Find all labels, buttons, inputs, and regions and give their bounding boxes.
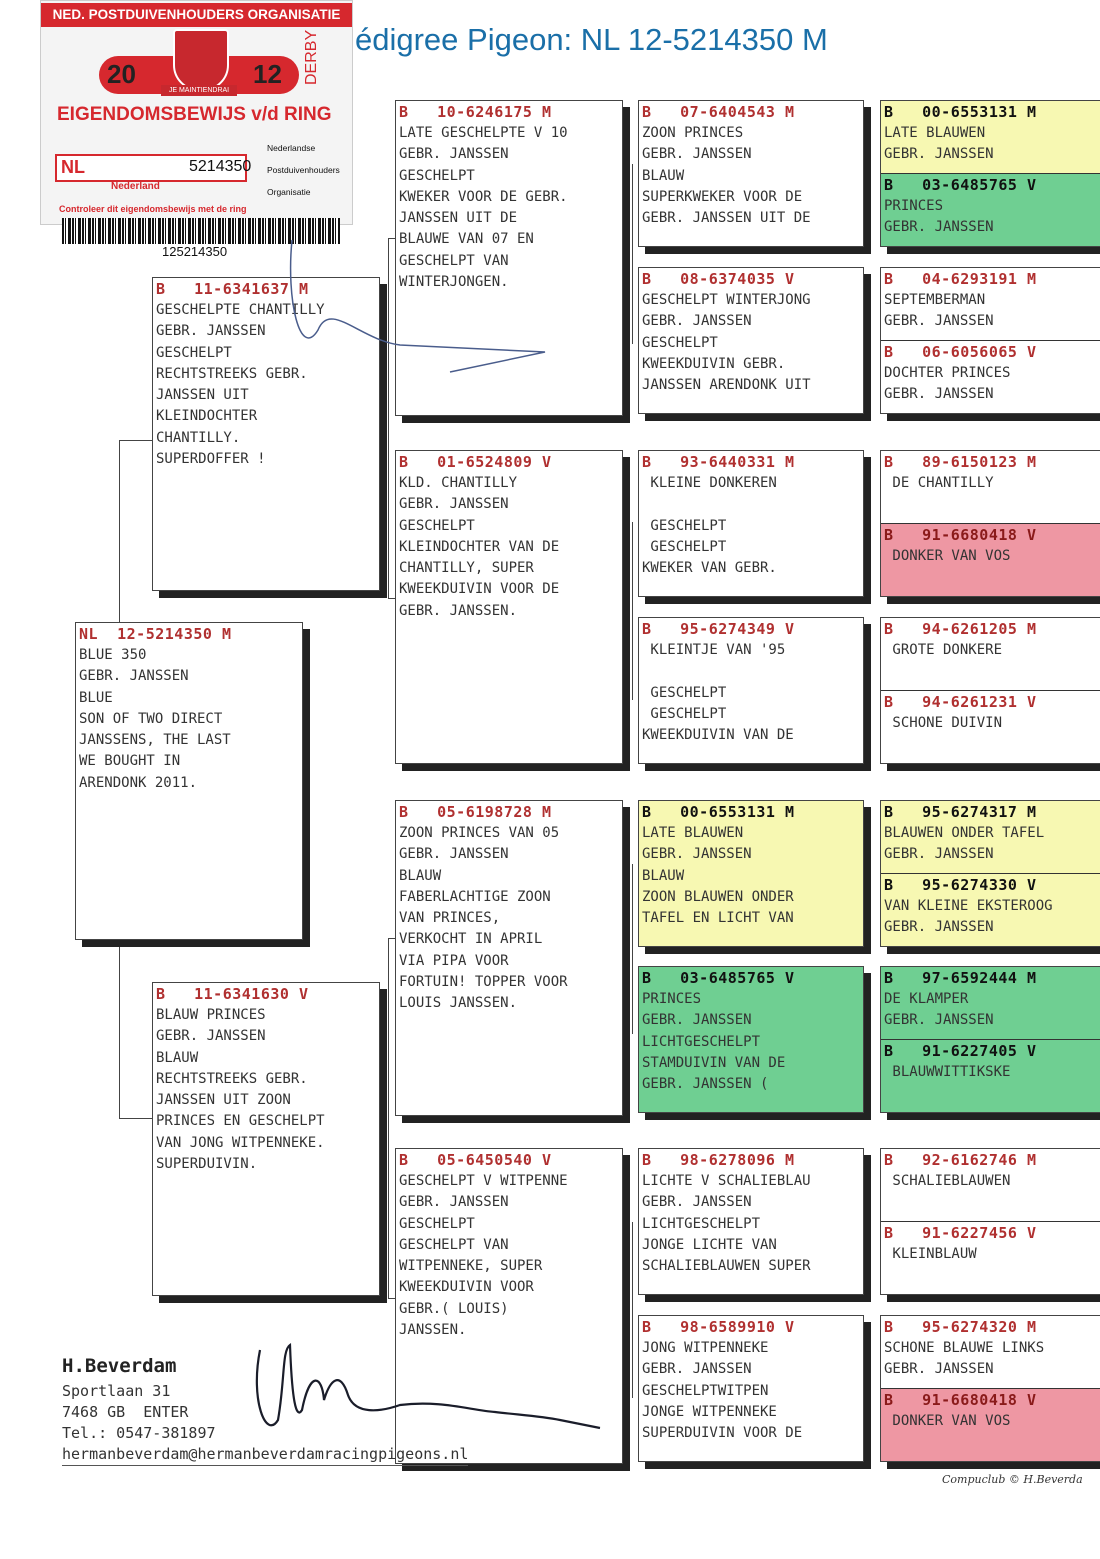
card-details: LATE BLAUWEN GEBR. JANSSEN bbox=[884, 125, 994, 163]
card-details: SCHONE DUIVIN bbox=[884, 715, 1003, 731]
stamp-year-right: 12 bbox=[253, 59, 282, 89]
card-details: LATE GESCHELPTE V 10 GEBR. JANSSEN GESCHELPT KWEKER VOOR DE GEBR. JANSSEN UIT DE BLAUWE VAN 07 EN GESCHELPT VAN WINTERJONGEN. bbox=[399, 125, 568, 291]
owner-address: Sportlaan 31 7468 GB ENTER Tel.: 0547-381897 bbox=[62, 1382, 216, 1442]
card-details: GESCHELPT WINTERJONG GEBR. JANSSEN GESCHELPT KWEEKDUIVIN GEBR. JANSSEN ARENDONK UIT bbox=[642, 292, 811, 394]
stamp-country: Nederland bbox=[111, 181, 160, 192]
card-details: LICHTE V SCHALIEBLAU GEBR. JANSSEN LICHTGESCHELPT JONGE LICHTE VAN SCHALIEBLAUWEN SUPER bbox=[642, 1173, 811, 1275]
stamp-ring-number: 5214350 bbox=[189, 158, 252, 175]
card-header: B 91-6680418 V bbox=[884, 1391, 1037, 1409]
card-header: NL 12-5214350 M bbox=[79, 625, 232, 643]
card-details: SCHALIEBLAUWEN bbox=[884, 1173, 1011, 1189]
card-details: JONG WITPENNEKE GEBR. JANSSEN GESCHELPTWITPEN JONGE WITPENNEKE SUPERDUIVIN VOOR DE bbox=[642, 1340, 803, 1442]
card-details: BLAUW PRINCES GEBR. JANSSEN BLAUW RECHTSTREEKS GEBR. JANSSEN UIT ZOON PRINCES EN GESCHELPT VAN JONG WITPENNEKE. SUPERDUIVIN. bbox=[156, 1007, 325, 1173]
card-header: B 10-6246175 M bbox=[399, 103, 552, 121]
card-header: B 91-6680418 V bbox=[884, 526, 1037, 544]
card-header: B 98-6278096 M bbox=[642, 1151, 795, 1169]
barcode-number: 125214350 bbox=[162, 244, 228, 259]
stamp-country-code: NL bbox=[61, 157, 85, 177]
stamp-control-text: Controleer dit eigendomsbewijs met de ring bbox=[59, 204, 247, 214]
card-header: B 95-6274317 M bbox=[884, 803, 1037, 821]
stamp-org: NED. POSTDUIVENHOUDERS ORGANISATIE bbox=[41, 3, 352, 27]
owner-name: H.Beverdam bbox=[62, 1355, 177, 1377]
page-title: édigree Pigeon: NL 12-5214350 M bbox=[355, 22, 828, 57]
card-details: SEPTEMBERMAN GEBR. JANSSEN bbox=[884, 292, 994, 330]
card-header: B 93-6440331 M bbox=[642, 453, 795, 471]
card-details: GESCHELPT V WITPENNE GEBR. JANSSEN GESCHELPT GESCHELPT VAN WITPENNEKE, SUPER KWEEKDUIVIN VOOR GEBR.( LOUIS) JANSSEN. bbox=[399, 1173, 568, 1339]
card-details: DOCHTER PRINCES GEBR. JANSSEN bbox=[884, 365, 1011, 403]
card-header: B 03-6485765 V bbox=[884, 176, 1037, 194]
card-header: B 95-6274330 V bbox=[884, 876, 1037, 894]
card-header: B 97-6592444 M bbox=[884, 969, 1037, 987]
card-details: KLEINE DONKEREN GESCHELPT GESCHELPT KWEKER VAN GEBR. bbox=[642, 475, 777, 577]
card-header: B 92-6162746 M bbox=[884, 1151, 1037, 1169]
card-details: BLAUWEN ONDER TAFEL GEBR. JANSSEN bbox=[884, 825, 1045, 863]
card-details: GROTE DONKERE bbox=[884, 642, 1003, 658]
stamp-motto: JE MAINTIENDRAI bbox=[161, 85, 237, 96]
card-header: B 06-6056065 V bbox=[884, 343, 1037, 361]
owner-block bbox=[62, 1355, 468, 1466]
card-header: B 00-6553131 M bbox=[642, 803, 795, 821]
card-header: B 98-6589910 V bbox=[642, 1318, 795, 1336]
card-details: KLD. CHANTILLY GEBR. JANSSEN GESCHELPT KLEINDOCHTER VAN DE CHANTILLY, SUPER KWEEKDUIVIN VOOR DE GEBR. JANSSEN. bbox=[399, 475, 560, 619]
stamp-year-left: 20 bbox=[107, 59, 136, 89]
card-details: DONKER VAN VOS bbox=[884, 548, 1011, 564]
card-details: ZOON PRINCES VAN 05 GEBR. JANSSEN BLAUW FABERLACHTIGE ZOON VAN PRINCES, VERKOCHT IN APRIL VIA PIPA VOOR FORTUIN! TOPPER VOOR LOUIS JANSSEN. bbox=[399, 825, 568, 1012]
card-header: B 95-6274349 V bbox=[642, 620, 795, 638]
card-details: DE KLAMPER GEBR. JANSSEN bbox=[884, 991, 994, 1029]
owner-email[interactable]: hermanbeverdam@hermanbeverdamracingpigeons.nl bbox=[62, 1444, 468, 1466]
card-header: B 03-6485765 V bbox=[642, 969, 795, 987]
card-header: B 91-6227405 V bbox=[884, 1042, 1037, 1060]
card-details: SCHONE BLAUWE LINKS GEBR. JANSSEN bbox=[884, 1340, 1045, 1378]
stamp-npo: Nederlandse Postduivenhouders Organisatie bbox=[267, 143, 340, 197]
card-header: B 89-6150123 M bbox=[884, 453, 1037, 471]
card-header: B 94-6261231 V bbox=[884, 693, 1037, 711]
card-details: ZOON PRINCES GEBR. JANSSEN BLAUW SUPERKWEKER VOOR DE GEBR. JANSSEN UIT DE bbox=[642, 125, 811, 227]
card-details: GESCHELPTE CHANTILLY GEBR. JANSSEN GESCHELPT RECHTSTREEKS GEBR. JANSSEN UIT KLEINDOCHTER CHANTILLY. SUPERDOFFER ! bbox=[156, 302, 325, 468]
card-header: B 94-6261205 M bbox=[884, 620, 1037, 638]
stamp-ownership: EIGENDOMSBEWIJS v/d RING bbox=[57, 104, 332, 125]
card-header: B 04-6293191 M bbox=[884, 270, 1037, 288]
card-details: DONKER VAN VOS bbox=[884, 1413, 1011, 1429]
card-details: PRINCES GEBR. JANSSEN bbox=[884, 198, 994, 236]
card-details: BLAUWWITTIKSKE bbox=[884, 1064, 1011, 1080]
card-header: B 07-6404543 M bbox=[642, 103, 795, 121]
card-header: B 01-6524809 V bbox=[399, 453, 552, 471]
card-details: KLEINBLAUW bbox=[884, 1246, 977, 1262]
card-header: B 05-6450540 V bbox=[399, 1151, 552, 1169]
card-header: B 05-6198728 M bbox=[399, 803, 552, 821]
card-details: KLEINTJE VAN '95 GESCHELPT GESCHELPT KWEEKDUIVIN VAN DE bbox=[642, 642, 794, 744]
card-header: B 00-6553131 M bbox=[884, 103, 1037, 121]
card-header: B 08-6374035 V bbox=[642, 270, 795, 288]
card-details: PRINCES GEBR. JANSSEN LICHTGESCHELPT STAMDUIVIN VAN DE GEBR. JANSSEN ( bbox=[642, 991, 786, 1093]
software-credit: Compuclub © H.Beverda bbox=[942, 1473, 1083, 1486]
card-details: BLUE 350 GEBR. JANSSEN BLUE SON OF TWO DIRECT JANSSENS, THE LAST WE BOUGHT IN ARENDONK 2011. bbox=[79, 647, 231, 791]
card-header: B 91-6227456 V bbox=[884, 1224, 1037, 1242]
card-details: VAN KLEINE EKSTEROOG GEBR. JANSSEN bbox=[884, 898, 1053, 936]
card-details: DE CHANTILLY bbox=[884, 475, 994, 491]
card-header: B 95-6274320 M bbox=[884, 1318, 1037, 1336]
card-header: B 11-6341630 V bbox=[156, 985, 309, 1003]
stamp-derby: DERBY bbox=[303, 29, 320, 85]
card-details: LATE BLAUWEN GEBR. JANSSEN BLAUW ZOON BLAUWEN ONDER TAFEL EN LICHT VAN bbox=[642, 825, 794, 927]
card-header: B 11-6341637 M bbox=[156, 280, 309, 298]
